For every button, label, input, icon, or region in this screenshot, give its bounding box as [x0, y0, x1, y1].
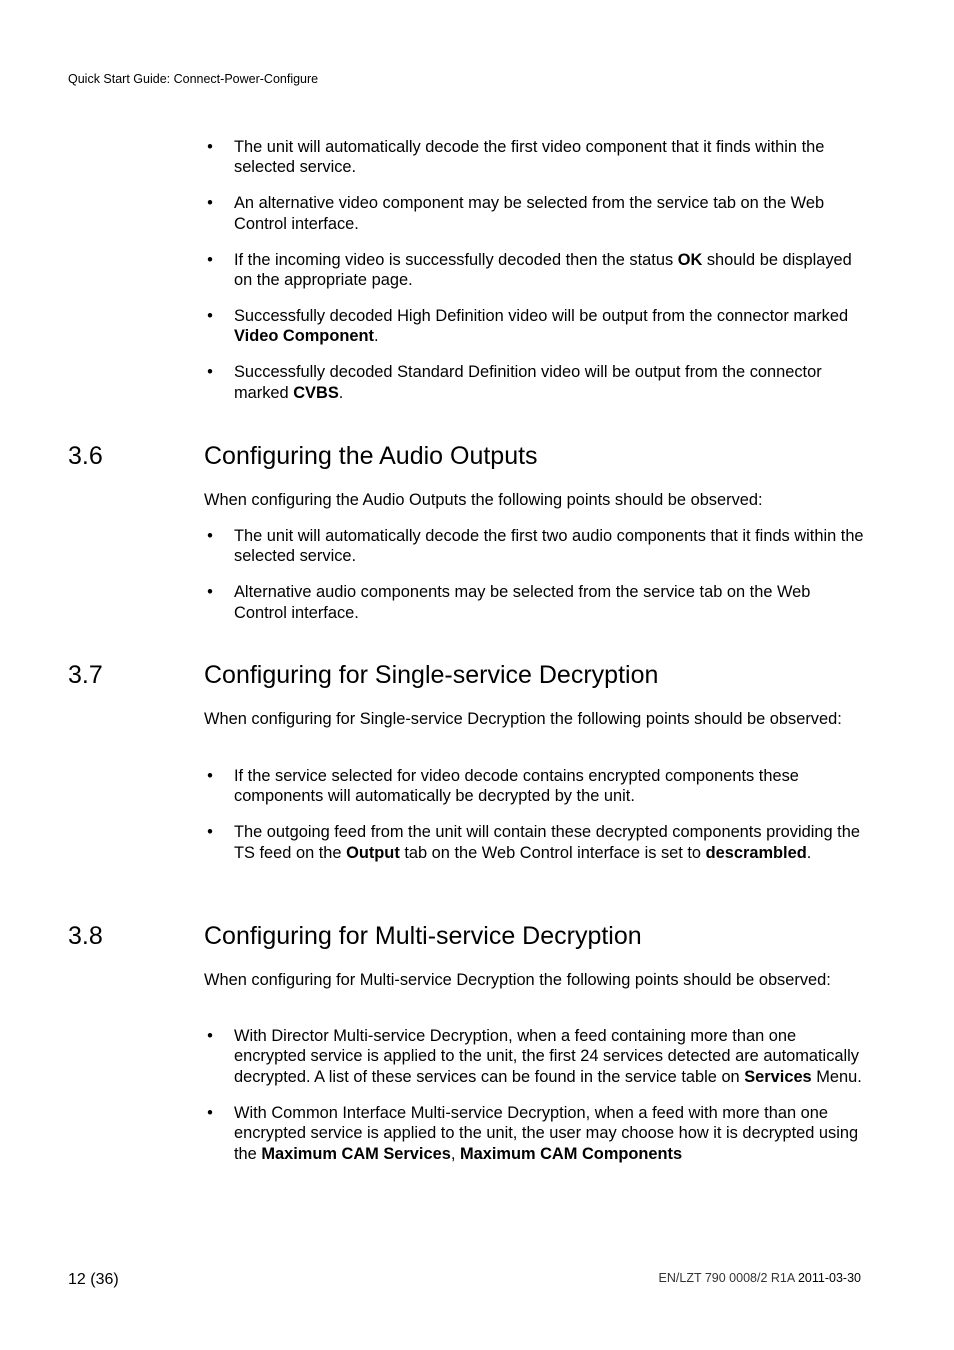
bullet-item: [204, 1026, 864, 1087]
bullet-text: The unit will automatically decode the first two audio components that it finds within the selected service.: [234, 527, 864, 566]
bullet-dot-icon: •: [207, 823, 213, 842]
bold-term: CVBS: [293, 383, 339, 402]
bullet-text: With Director Multi-service Decryption, when a feed containing more than one encrypted service is applied to the unit, the first 24 services detected are automatically decrypted. A list of these services can be found in the service table on: [234, 1027, 859, 1086]
bold-term: descrambled: [705, 843, 807, 862]
bullet-text: If the service selected for video decode contains encrypted components these components will automatically be decrypted by the unit.: [234, 767, 799, 806]
bullet-text: Menu.: [811, 1067, 862, 1086]
bullet-text: Alternative audio components may be selected from the service tab on the Web Control interface.: [234, 583, 811, 622]
bold-term: Output: [346, 843, 400, 862]
page-number: 12 (36): [68, 1271, 119, 1288]
bullet-dot-icon: •: [207, 363, 213, 382]
section-number: 3.7: [68, 661, 103, 689]
bold-term: Maximum CAM Components: [459, 1144, 683, 1163]
bullet-text: The unit will automatically decode the first video component that it finds within the selected service.: [234, 138, 825, 177]
bullet-item: [204, 526, 864, 567]
bullet-dot-icon: •: [207, 767, 213, 785]
document-id-footer: [659, 1270, 861, 1286]
bullet-item: [204, 362, 864, 403]
section-number: 3.8: [68, 922, 103, 950]
section-number: 3.6: [68, 442, 103, 470]
section-intro-3-8: When configuring for Multi-service Decryption the following points should be observed:: [204, 971, 831, 989]
bullet-text: should be displayed on the appropriate page.: [234, 250, 852, 290]
section-title: Configuring the Audio Outputs: [204, 442, 538, 470]
bold-term: Services: [744, 1067, 812, 1086]
document-id: EN/LZT 790 0008/2 R1A: [658, 1271, 798, 1285]
bullet-dot-icon: •: [207, 138, 213, 156]
bullet-text: .: [806, 843, 812, 862]
bold-term: Video Component: [234, 327, 374, 346]
bullet-item: [204, 582, 864, 623]
section-title: Configuring for Multi-service Decryption: [204, 922, 642, 950]
running-header: Quick Start Guide: Connect-Power-Configure: [68, 72, 319, 86]
bullet-dot-icon: •: [207, 194, 213, 213]
bullet-text: Successfully decoded Standard Definition video will be output from the connector marked: [234, 363, 822, 402]
bullet-text: .: [373, 327, 379, 346]
bullet-text: An alternative video component may be selected from the service tab on the Web Control interface.: [234, 194, 825, 233]
intro-bullet-list: [204, 137, 864, 419]
bullet-list-3-8: [204, 1026, 864, 1179]
bullet-dot-icon: •: [207, 583, 213, 602]
bullet-list-3-7: [204, 766, 864, 879]
bullet-dot-icon: •: [207, 1027, 213, 1045]
bullet-dot-icon: •: [207, 1103, 213, 1122]
bullet-item: [204, 193, 864, 234]
bullet-item: [204, 822, 864, 863]
section-title: Configuring for Single-service Decryption: [204, 661, 659, 689]
bullet-list-3-6: [204, 526, 864, 639]
bullet-item: [204, 1103, 864, 1164]
bullet-text: If the incoming video is successfully decoded then the status: [234, 250, 678, 269]
bullet-dot-icon: •: [207, 527, 213, 545]
bullet-dot-icon: •: [207, 250, 213, 269]
bullet-text: tab on the Web Control interface is set to: [399, 843, 706, 862]
section-intro-3-7: When configuring for Single-service Decryption the following points should be observed:: [204, 710, 842, 728]
bullet-item: [204, 137, 864, 178]
document-date: 2011-03-30: [797, 1271, 861, 1285]
bold-term: OK: [677, 250, 703, 269]
bullet-text: Successfully decoded High Definition video will be output from the connector marked: [234, 306, 849, 325]
bullet-text: With Common Interface Multi-service Decryption, when a feed with more than one encrypted service is applied to the unit, the user may choose how it is decrypted using the: [234, 1103, 859, 1163]
bullet-item: [204, 766, 864, 807]
bullet-item: [204, 306, 864, 347]
bold-term: Maximum CAM Services: [261, 1144, 451, 1163]
bullet-text: The outgoing feed from the unit will contain these decrypted components providing the TS feed on the: [234, 823, 860, 862]
bullet-text: .: [338, 383, 344, 402]
bullet-dot-icon: •: [207, 306, 213, 325]
bullet-text: ,: [450, 1144, 460, 1163]
section-intro-3-6: When configuring the Audio Outputs the following points should be observed:: [204, 491, 763, 509]
bullet-item: [204, 250, 864, 291]
